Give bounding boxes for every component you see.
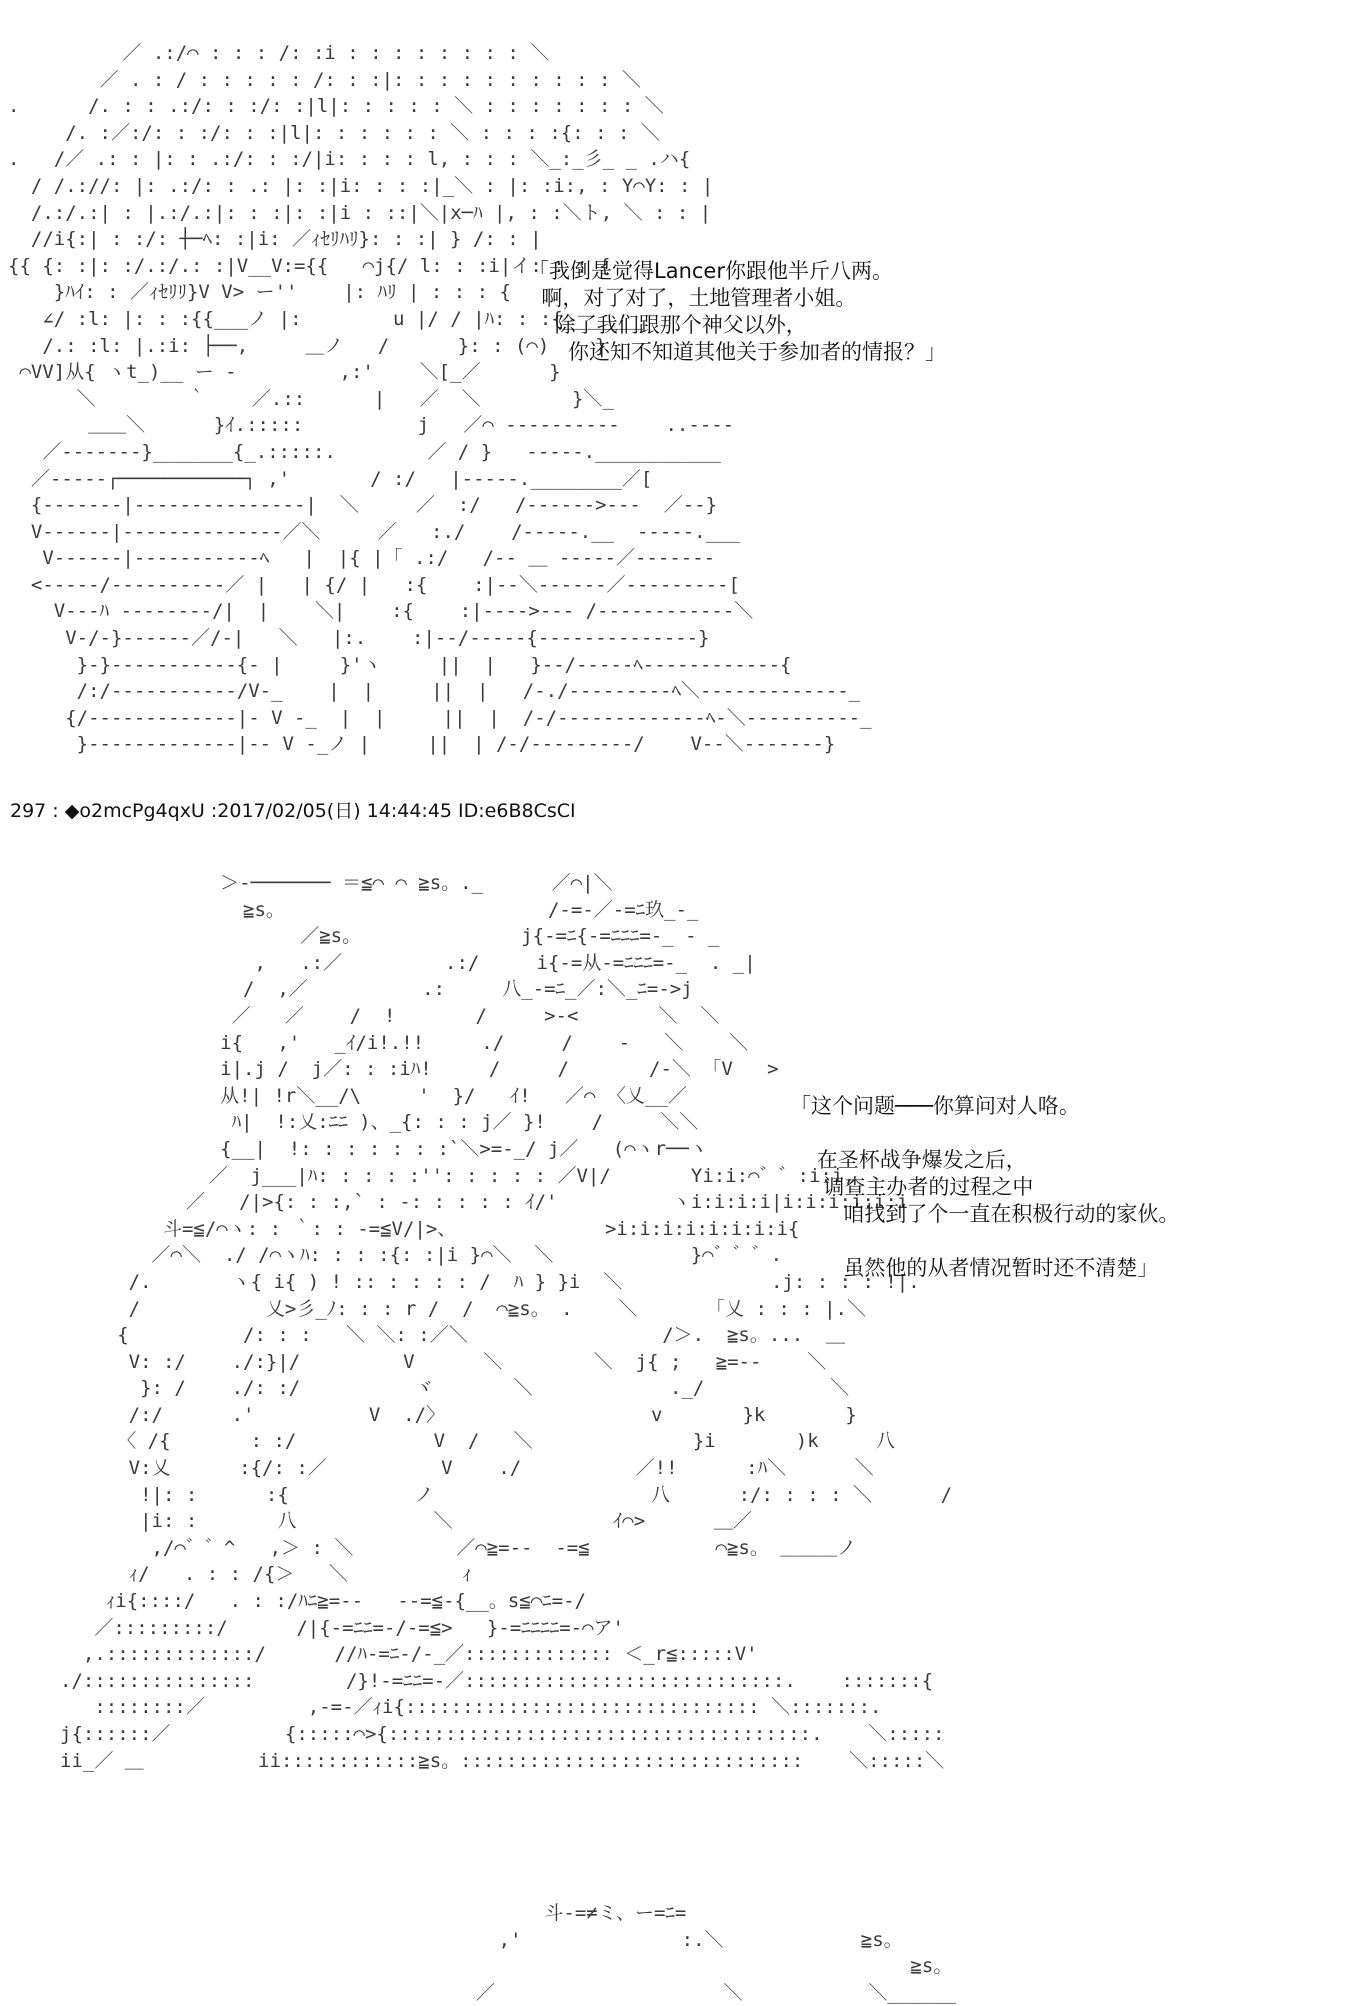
ascii-art-character-3: 斗-=≠ミ、ー=ﾆ= ,' :.＼ ≧s。 ≧s。 ／ ＼ ＼______ [475,1902,956,2004]
ascii-art-character-2: ＞‐─────── ＝≦⌒ ⌒ ≧s。._ ／⌒|＼ ≧s。 /-=-／-=ﾆ玖_-_ ／≧s。 j{-=ﾆ{-=ﾆﾆﾆ=-_ - _ , .:／ .:/ i{-=从-=ﾆﾆﾆ=-_ . _| / ,／ .: 八_-=ﾆ_／:＼_ﾆ=->j ／ ／ / ! / >-< ＼ ＼ i{ ,' _ｲ/i!.!! ./ / - ＼ ＼ i|.j / j／: : :iﾊ! / / /-＼ 「V > 从!| !r＼__/\ ' }/ ｲ! ／⌒ 〈乂__／ ﾊ| !:乂:ﾆﾆ )、_{: : : j／ }! / ＼＼ {__| !: : : : : : :`＼>=-_/ j／ (⌒ヽr──ヽ ／ j___|ﾊ: : : : :'': : : : : ／V|/ Yi:i:⌒゛゛:i:i, ／ /|>{: : :,` : -: : : : : ｲ/' ヽi:i:i:i|i:i:i:i:i:i 斗=≦/⌒ヽ: : ｀: : -=≦V/|>、 >i:i:i:i:i:i:i:i{ ／⌒＼ ./ /⌒ヽﾊ: : : :{: :|i }⌒＼ ＼ }⌒゛゛゛. /. ヽ{ i{ ) ! :: : : : : / ﾊ } }i ＼ .j: : : : !|. / 乂>彡_ﾉ: : : r / / ⌒≧s。 . ＼ 「乂 : : : |.＼ { /: : : ＼ ＼: :／＼ /＞. ≧s。... ＿ V: :/ ./:}|/ V ＼ ＼ j{ ; ≧=-- ＼ }: / ./: :/ ヾ ＼ ._/ ＼ /:/ .' V ./〉 v }k } 〈 /{ : :/ V / ＼ }i )k 八 V:乂 :{/: :／ V ./ ／!! :ﾊ＼ ＼ !|: : :{ ノ 八 :/: : : : ＼ / |i: : 八 ＼ ｲ⌒> ＿／ ,/⌒゛゛^ ,＞ : ＼ ／⌒≧=-- -=≦ ⌒≧s。 ＿＿＿ノ ｨ/ . : : /{＞ ＼ ｨ ｨi{::::/ . : :/ﾊﾆ≧=-- --=≦-{__。s≦⌒ﾆ=-/ ／:::::::::/ /|{-=ﾆﾆ=-/-=≦> }-=ﾆﾆﾆﾆ=-⌒ア' ,.:::::::::::::/ //ﾊ-=ﾆ-/-_／::::::::::::: ＜_r≦:::::V' ./::::::::::::::: /}!-=ﾆﾆ=-／::::::::::::::::::::::::::::. :::::::{ ::::::::／ ,-=-／ｨi{::::::::::::::::::::::::::::::: ＼:::::::. j{::::::／ {:::::⌒>{:::::::::::::::::::::::::::::::::::::. ＼::::: ii_／ ＿ ii::::::::::::≧s。:::::::::::::::::::::::::::::: ＼:::::＼ [60,872,953,1772]
dialogue-1: 「我倒是觉得Lancer你跟他半斤八两。 啊，对了对了，土地管理者小姐。 除了我们跟那个神父以外， 你还知不知道其他关于参加者的情报？」 [528,259,947,364]
dialogue-2: 「这个问题───你算问对人咯。 在圣杯战争爆发之后， 调查主办者的过程之中 咱找到了个一直在积极行动的家伙。 虽然他的从者情况暂时还不清楚」 [790,1094,1180,1280]
ascii-art-character-1: ／ .:/⌒ : : : /: :i : : : : : : : : ＼ ／ . : / : : : : : /: : :|: : : : : : : : : : ＼ . /. : : .:/: : :/: :|l|: : : : : ＼ : : : : : : : ＼ /. :／:/: : :/: : :|l|: : : : : : ＼ : : : :{: : : ＼ . /／ .: : |: : .:/: : :/|i: : : : l, : : : ＼_:_彡_ _ .ハ{ / /.://: |: .:/: : .: |: :|i: : : :|_＼ : |: :i:, : Y⌒Y: : | /.:/.:| : |.:/.:|: : :|: :|i : ::|＼|x─ﾊ |, : :＼ト, ＼ : : | //i{:| : :/: ┼─ﾍ: :|i: ／ｨｾﾘﾊﾘ}: : :| } /: : | {{ {: :|: :/.:/.: :|V__V:={{ ⌒j{/ l: : :i|イ: : : { }ﾊｲ: : ／ｨｾﾘﾘ}V V> ー'' |: ﾊﾘ | : : : { ∠/ :l: |: : :{{___ノ |: u |/ / |ﾊ: : :{_______ /.: :l: |.:i: ├──, ＿ノ / }: : (⌒) } ⌒VV]从{ ヽt_)__ ー ‐ ,:' ＼[_／ } ＼ ｀ ／.:: | ／ ＼ }＼_ ＿＿＼ }ｲ.::::: j ／⌒ ‐--------- ..---- ／-------}_______{_.:::::. ／ / } -----.___________ ／-----┌───────────┐ ,' / :/ |-----.________／[ {-------|---------------| ＼ ／ :/ /------>--- ／--} V------|--------------／＼ ／ :./ /-----.__ -----.___ V------|-----------ﾍ | |{ |「 .:/ /-- ＿ -----／------- <-----/----------／ | | {/ | :{ :|--＼------／---------[ V---ﾊ --------/| | ＼| :{ :|---->--- /------------＼ V-/-}------／/-| ＼ |:. :|--/-----{--------------} }-}-----------{- | }'ヽ || | }--/-----ﾍ------------{ /:/-----------/V-_ | | || | /-./---------ﾍ＼-------------_ {/-------------|- V -_ | | || | /-/-------------ﾍ-＼----------_ }-------------|-- V -_ノ | || | /-/---------/ V--＼-------} [8,42,872,756]
post-header: 297 : ◆o2mcPg4qxU :2017/02/05(日) 14:44:45 ID:e6B8CsCI [10,800,576,822]
